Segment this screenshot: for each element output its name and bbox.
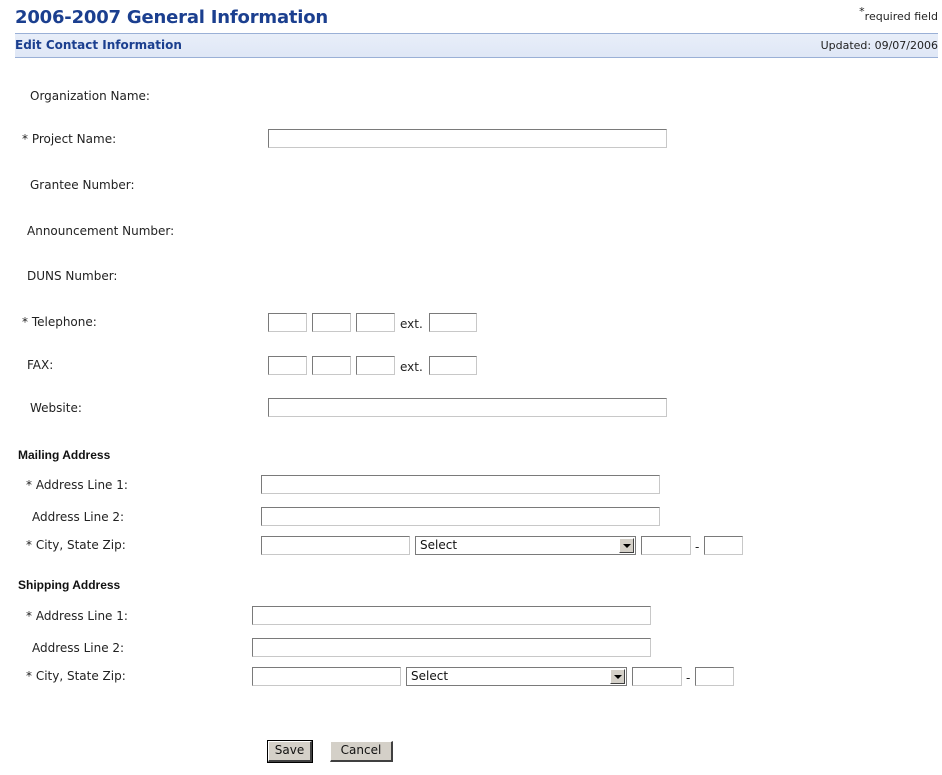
project-name-label: * Project Name:: [22, 132, 117, 146]
grantee-number-label: Grantee Number:: [30, 178, 135, 192]
mailing-zip-dash: -: [695, 540, 700, 554]
announcement-number-label: Announcement Number:: [27, 224, 175, 238]
telephone-prefix-input[interactable]: [312, 313, 351, 332]
required-field-note: [859, 5, 938, 23]
shipping-address-line2-input[interactable]: [252, 638, 651, 657]
mailing-state-select[interactable]: [415, 536, 636, 555]
shipping-city-state-zip-label: * City, State Zip:: [26, 669, 126, 683]
chevron-down-icon[interactable]: [610, 669, 625, 684]
mailing-zip-input[interactable]: [641, 536, 691, 555]
mailing-address-line2-label: Address Line 2:: [32, 510, 125, 524]
telephone-line-input[interactable]: [356, 313, 395, 332]
cancel-button[interactable]: Cancel: [330, 741, 393, 762]
updated-date: Updated: 09/07/2006: [820, 39, 938, 52]
required-field-text: required field: [864, 10, 938, 23]
shipping-zip-input[interactable]: [632, 667, 682, 686]
telephone-ext-input[interactable]: [429, 313, 477, 332]
chevron-down-icon[interactable]: [619, 538, 634, 553]
shipping-zip-plus4-input[interactable]: [695, 667, 734, 686]
shipping-city-input[interactable]: [252, 667, 401, 686]
shipping-address-heading: Shipping Address: [18, 578, 121, 592]
telephone-label: * Telephone:: [22, 315, 97, 329]
shipping-zip-dash: -: [686, 671, 691, 685]
page-title: 2006-2007 General Information: [15, 7, 329, 28]
fax-ext-input[interactable]: [429, 356, 477, 375]
fax-label: FAX:: [27, 358, 54, 372]
section-subtitle: Edit Contact Information: [15, 38, 182, 52]
mailing-address-line2-input[interactable]: [261, 507, 660, 526]
telephone-ext-label: ext.: [400, 317, 423, 331]
save-button[interactable]: Save: [268, 741, 312, 762]
project-name-input[interactable]: [268, 129, 667, 148]
required-star: *: [859, 5, 865, 18]
mailing-address-heading: Mailing Address: [18, 448, 111, 462]
shipping-address-line1-input[interactable]: [252, 606, 651, 625]
website-label: Website:: [30, 401, 82, 415]
fax-line-input[interactable]: [356, 356, 395, 375]
mailing-zip-plus4-input[interactable]: [704, 536, 743, 555]
section-header-bar: [15, 33, 938, 58]
telephone-area-code-input[interactable]: [268, 313, 307, 332]
organization-name-label: Organization Name:: [30, 89, 150, 103]
duns-number-label: DUNS Number:: [27, 269, 118, 283]
mailing-city-state-zip-label: * City, State Zip:: [26, 538, 126, 552]
shipping-address-line1-label: * Address Line 1:: [26, 609, 128, 623]
fax-prefix-input[interactable]: [312, 356, 351, 375]
mailing-address-line1-input[interactable]: [261, 475, 660, 494]
mailing-address-line1-label: * Address Line 1:: [26, 478, 128, 492]
website-input[interactable]: [268, 398, 667, 417]
shipping-state-selected: Select: [411, 669, 449, 683]
mailing-state-selected: Select: [420, 538, 458, 552]
mailing-city-input[interactable]: [261, 536, 410, 555]
fax-ext-label: ext.: [400, 360, 423, 374]
shipping-address-line2-label: Address Line 2:: [32, 641, 125, 655]
shipping-state-select[interactable]: [406, 667, 627, 686]
fax-area-code-input[interactable]: [268, 356, 307, 375]
